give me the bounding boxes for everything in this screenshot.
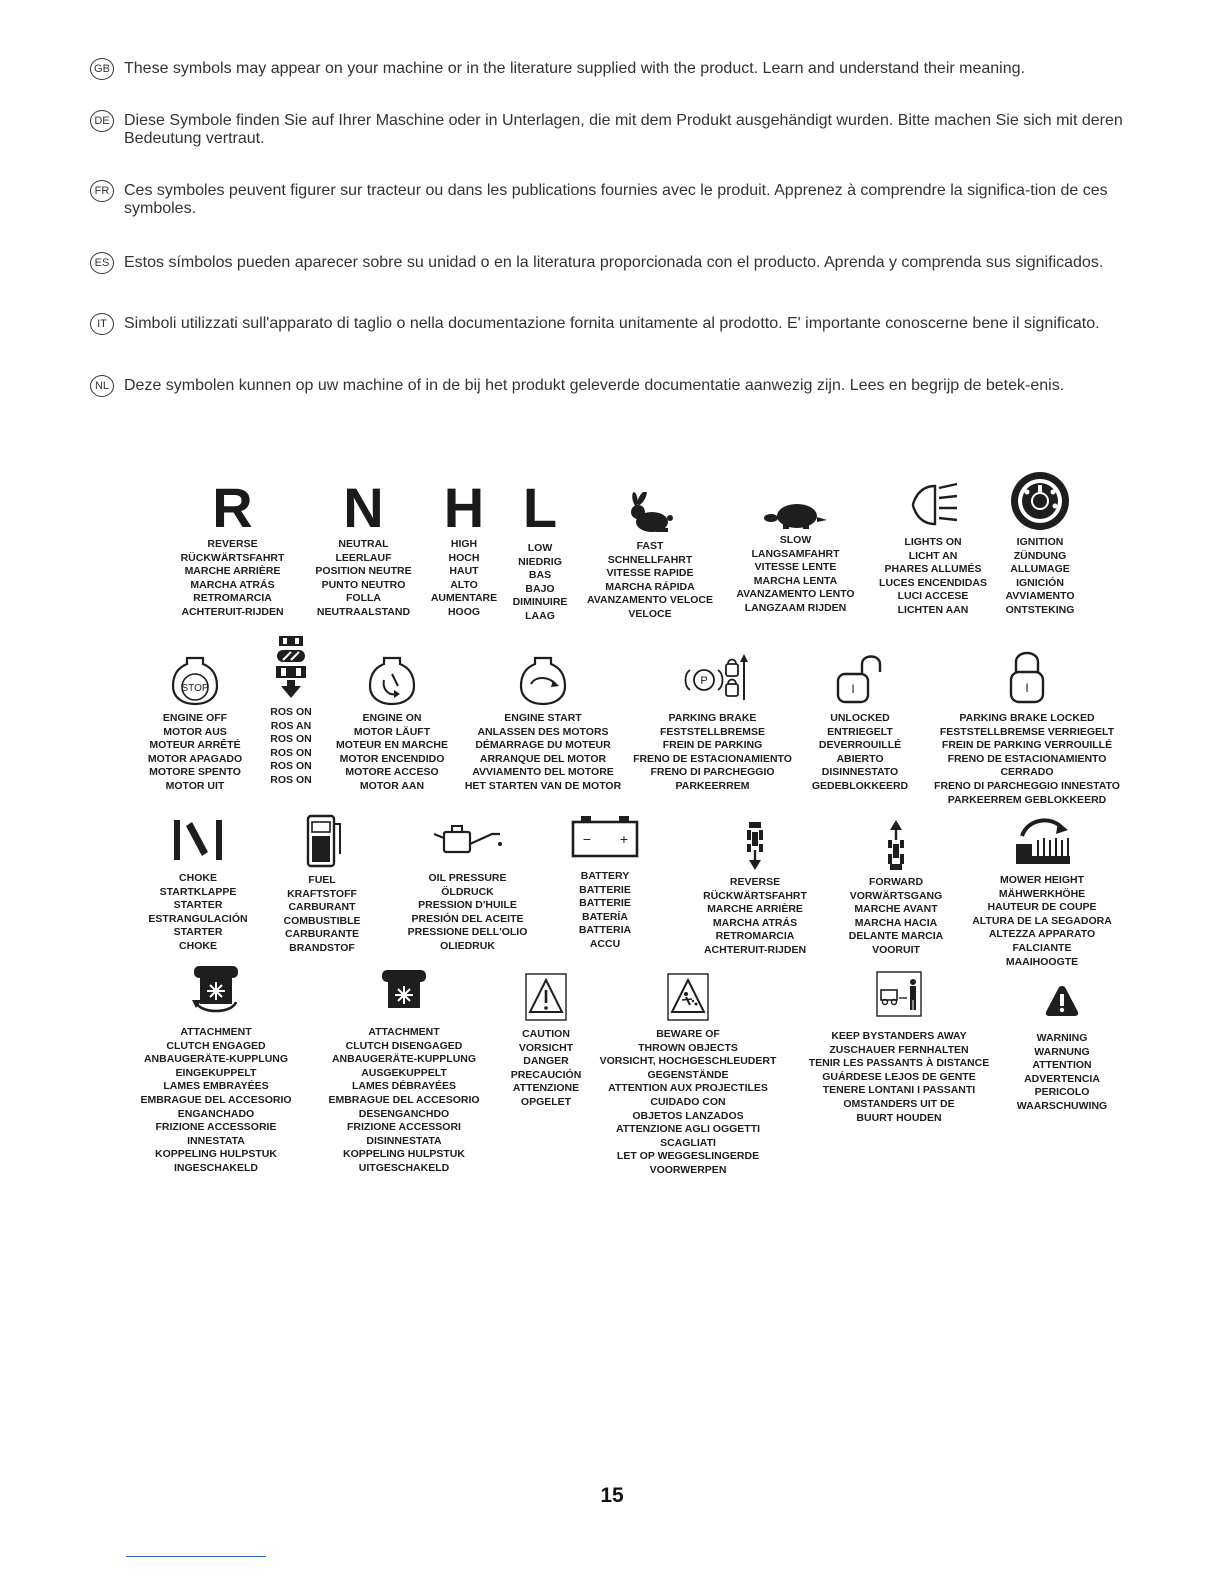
symbol-unlocked xyxy=(800,652,920,794)
symbol-thrown-objects xyxy=(590,972,786,1178)
symbol-label: BAS xyxy=(528,569,552,582)
symbol-engine-on xyxy=(322,654,462,794)
parking-brake-labels xyxy=(630,712,795,794)
symbol-label: OPGELET xyxy=(520,1095,572,1108)
symbol-label: MOTOR AAN xyxy=(359,779,425,792)
reverse-tractor-arrow-icon xyxy=(743,820,767,872)
symbol-label: ROS AN xyxy=(270,719,312,732)
letter-l-icon: L xyxy=(522,476,558,539)
symbol-label: FREIN DE PARKING VERROUILLÉ xyxy=(941,739,1113,752)
symbol-label: ABIERTO xyxy=(836,752,884,765)
symbol-label: BATERÍA xyxy=(582,910,628,923)
symbol-label: MOTOR ENCENDIDO xyxy=(339,752,445,765)
engine-off-icon xyxy=(171,654,219,706)
clutch-engaged-labels xyxy=(126,1026,306,1176)
symbol-label: NIEDRIG xyxy=(518,555,562,568)
symbol-label: DEVERROUILLÉ xyxy=(818,739,902,752)
symbol-clutch-engaged xyxy=(126,964,306,1176)
intro-text-gb: These symbols may appear on your machine or in the literature supplied with the product. Learn and understand their meaning. xyxy=(124,60,1025,77)
battery-minus: − xyxy=(582,831,592,847)
symbol-label: DIMINUIRE xyxy=(512,596,568,609)
thrown-objects-icon xyxy=(666,972,710,1022)
symbol-label: VORSICHT xyxy=(518,1041,574,1054)
fuel-pump-icon xyxy=(300,814,344,868)
engine-on-icon xyxy=(368,654,416,706)
symbol-label: OIL PRESSURE xyxy=(428,872,507,884)
symbol-label: AVVIAMENTO DEL MOTORE xyxy=(472,766,614,779)
symbol-label: ATTENZIONE AGLI OGGETTI xyxy=(615,1123,761,1136)
symbol-label: GUÁRDESE LEJOS DE GENTE xyxy=(822,1070,976,1083)
symbol-label: ACHTERUIT-RIJDEN xyxy=(181,605,284,618)
symbol-label: ENGANCHADO xyxy=(177,1107,255,1120)
engine-on-labels xyxy=(322,712,462,794)
symbol-engine-off xyxy=(130,654,260,794)
symbol-label: FRENO DE ESTACIONAMIENTO xyxy=(947,752,1107,765)
symbol-battery xyxy=(560,814,650,952)
symbol-label: CLUTCH ENGAGED xyxy=(166,1039,266,1052)
symbol-label: ATTENTION xyxy=(1032,1059,1092,1072)
symbol-label: FRIZIONE ACCESSORIE xyxy=(155,1121,277,1134)
symbol-label: MARCHE ARRIÈRE xyxy=(184,565,281,578)
lock-letter: I xyxy=(1025,681,1029,695)
reverse-arrow-labels xyxy=(690,876,820,958)
symbol-label: BATTERY xyxy=(580,870,630,882)
battery-labels xyxy=(560,870,650,952)
symbol-label: CAUTION xyxy=(522,1028,570,1040)
symbol-label: ONTSTEKING xyxy=(1005,603,1075,616)
symbol-forward xyxy=(836,820,956,958)
symbol-label: INNESTATA xyxy=(187,1134,245,1147)
symbol-label: FESTSTELLBREMSE VERRIEGELT xyxy=(939,725,1115,738)
symbol-label: ATTACHMENT xyxy=(180,1026,252,1038)
symbol-label: LANGZAAM RIJDEN xyxy=(744,601,847,614)
intro-text-de: Diese Symbole finden Sie auf Ihrer Maschine oder in Unterlagen, die mit dem Produkt ausgehändigt wurden. Bitte machen Sie sich mit deren Bedeutung vertraut. xyxy=(124,112,1123,147)
symbol-choke xyxy=(136,818,260,954)
intro-text-es: Estos símbolos pueden aparecer sobre su unidad o en la literatura proporcionada con el producto. Aprenda y comprenda sus significados. xyxy=(124,254,1104,271)
symbol-lights-on xyxy=(868,478,998,618)
low-labels xyxy=(500,542,580,624)
symbol-engine-start xyxy=(448,654,638,794)
symbol-label: MOTORE ACCESO xyxy=(345,766,439,779)
symbol-label: BEWARE OF xyxy=(656,1028,720,1040)
ignition-labels xyxy=(990,536,1090,618)
caution-triangle-icon xyxy=(524,972,568,1022)
fuel-labels xyxy=(274,874,370,956)
forward-labels xyxy=(836,876,956,958)
symbol-label: COMBUSTIBLE xyxy=(283,914,361,927)
symbol-label: VOORWERPEN xyxy=(649,1163,727,1176)
symbol-label: MÄHWERKHÖHE xyxy=(998,887,1086,900)
symbol-label: FALCIANTE xyxy=(1012,941,1072,954)
symbol-label: WARNING xyxy=(1036,1032,1088,1044)
symbol-label: HIGH xyxy=(450,538,478,550)
engine-start-icon xyxy=(519,654,567,706)
intro-text-it: Simboli utilizzati sull'apparato di taglio o nella documentazione fornita unitamente al prodotto. E' importante conoscerne bene il significato. xyxy=(124,315,1100,332)
symbol-clutch-disengaged xyxy=(314,968,494,1176)
clutch-disengaged-icon xyxy=(376,968,432,1012)
symbol-label: MOWER HEIGHT xyxy=(1000,874,1084,886)
symbol-label: TENERE LONTANI I PASSANTI xyxy=(822,1084,976,1097)
letter-r-icon: R xyxy=(212,476,253,539)
symbol-label: LET OP WEGGESLINGERDE xyxy=(616,1150,760,1163)
battery-plus: + xyxy=(619,831,629,847)
caution-labels xyxy=(498,1028,594,1110)
symbol-label: EINGEKUPPELT xyxy=(175,1066,257,1079)
symbol-label: ADVERTENCIA xyxy=(1024,1072,1100,1085)
choke-icon xyxy=(168,818,228,862)
symbol-label: HOOG xyxy=(447,605,481,618)
turtle-icon xyxy=(763,500,829,530)
symbol-label: VORWÄRTSGANG xyxy=(849,889,943,902)
symbol-label: MOTORE SPENTO xyxy=(149,766,241,779)
symbol-label: HAUT xyxy=(449,565,479,578)
warning-triangle-icon xyxy=(1044,984,1080,1018)
symbol-ros-on xyxy=(256,634,326,788)
symbol-label: LAMES DÉBRAYÉES xyxy=(351,1080,457,1093)
symbol-slow xyxy=(718,500,873,616)
symbol-label: MARCHE AVANT xyxy=(854,903,938,916)
symbol-label: VELOCE xyxy=(628,607,672,620)
symbol-label: MARCHA ATRÁS xyxy=(190,578,275,591)
symbol-label: BATTERIE xyxy=(579,897,631,910)
symbol-label: LICHT AN xyxy=(908,549,958,562)
symbol-label: AVVIAMENTO xyxy=(1005,590,1075,603)
symbol-label: REVERSE xyxy=(729,876,781,888)
unlocked-labels xyxy=(800,712,920,794)
lights-labels xyxy=(868,536,998,618)
symbol-label: PRESSION D'HUILE xyxy=(418,899,517,912)
symbol-label: PRESSIONE DELL'OLIO xyxy=(407,926,528,939)
ros-on-icon xyxy=(273,634,309,704)
oil-can-icon xyxy=(432,822,504,858)
symbol-label: FRENO DE ESTACIONAMIENTO xyxy=(633,752,792,765)
symbol-label: CUIDADO CON xyxy=(650,1095,726,1108)
symbol-label: MOTOR AUS xyxy=(163,725,227,738)
symbol-label: ENGINE ON xyxy=(362,712,422,724)
symbol-label: LAMES EMBRAYÉES xyxy=(163,1080,269,1093)
symbol-label: ROS ON xyxy=(270,733,312,746)
symbol-label: STARTKLAPPE xyxy=(159,885,237,898)
parking-brake-icon xyxy=(678,652,748,706)
symbol-label: ALTEZZA APPARATO xyxy=(988,928,1096,941)
lang-badge-gb: GB xyxy=(90,58,114,80)
oil-pressure-labels xyxy=(390,872,545,954)
symbol-label: AVANZAMENTO LENTO xyxy=(736,588,855,601)
symbol-label: BRANDSTOF xyxy=(289,941,355,954)
symbol-label: BUURT HOUDEN xyxy=(856,1111,942,1124)
symbol-label: STARTER xyxy=(173,926,223,939)
warning-labels xyxy=(1002,1032,1122,1114)
fast-labels xyxy=(570,540,730,622)
symbol-label: KOPPELING HULPSTUK xyxy=(343,1148,465,1161)
symbol-caution xyxy=(498,972,594,1110)
symbol-label: MARCHA HACIA xyxy=(854,916,938,929)
symbol-label: EMBRAGUE DEL ACCESORIO xyxy=(140,1093,292,1106)
symbol-label: MARCHA RÁPIDA xyxy=(605,580,695,593)
symbol-label: RÜCKWÄRTSFAHRT xyxy=(703,889,807,902)
symbol-label: BAJO xyxy=(525,582,555,595)
symbol-label: INGESCHAKELD xyxy=(173,1161,258,1174)
symbol-label: PARKEERREM GEBLOKKEERD xyxy=(947,793,1107,806)
engine-off-labels xyxy=(130,712,260,794)
symbol-label: ATTACHMENT xyxy=(368,1026,440,1038)
symbol-label: ARRANQUE DEL MOTOR xyxy=(479,752,607,765)
symbol-label: ACHTERUIT-RIJDEN xyxy=(703,943,807,956)
symbol-label: ROS ON xyxy=(270,706,312,718)
symbol-label: MOTEUR ARRÊTÉ xyxy=(149,739,241,752)
symbol-label: SCHNELLFAHRT xyxy=(607,553,693,566)
symbol-fuel xyxy=(274,814,370,956)
symbol-reverse-arrow xyxy=(690,820,820,958)
symbol-label: ZÜNDUNG xyxy=(1013,549,1067,562)
symbol-label: PUNTO NEUTRO xyxy=(321,578,406,591)
bystanders-labels xyxy=(794,1030,1004,1125)
ros-on-labels xyxy=(256,706,326,788)
symbol-label: ENGINE OFF xyxy=(162,712,228,724)
symbol-label: WAARSCHUWING xyxy=(1016,1099,1108,1112)
symbol-label: KRAFTSTOFF xyxy=(287,887,357,900)
symbol-low xyxy=(500,478,580,624)
park-letter: P xyxy=(699,675,708,687)
letter-h-icon: H xyxy=(443,476,485,539)
headlight-icon xyxy=(903,478,963,532)
engine-start-labels xyxy=(448,712,638,794)
clutch-disengaged-labels xyxy=(314,1026,494,1176)
symbol-neutral xyxy=(306,478,421,620)
symbol-label: THROWN OBJECTS xyxy=(638,1041,738,1054)
symbol-label: LICHTEN AAN xyxy=(897,603,969,616)
symbol-parking-brake-locked xyxy=(918,648,1136,807)
symbol-label: ROS ON xyxy=(270,746,312,759)
symbol-label: ACCU xyxy=(589,937,621,950)
symbol-label: PERICOLO xyxy=(1034,1086,1090,1099)
symbol-label: ALTO xyxy=(450,578,478,591)
symbol-label: ANLASSEN DES MOTORS xyxy=(477,725,609,738)
clutch-engaged-icon xyxy=(188,964,244,1016)
symbol-label: UNLOCKED xyxy=(830,712,890,724)
lang-badge-nl: NL xyxy=(90,375,114,397)
symbol-label: MOTEUR EN MARCHE xyxy=(336,739,448,752)
lang-badge-es: ES xyxy=(90,252,114,274)
symbol-mower-height xyxy=(960,814,1124,969)
symbol-label: AUMENTARE xyxy=(430,592,498,605)
symbol-label: EMBRAGUE DEL ACCESORIO xyxy=(328,1093,480,1106)
unlocked-padlock-icon xyxy=(832,652,888,706)
symbol-label: CLUTCH DISENGAGED xyxy=(345,1039,463,1052)
symbol-label: MAAIHOOGTE xyxy=(1005,955,1079,968)
slow-labels xyxy=(718,534,873,616)
symbol-label: ROS ON xyxy=(270,773,312,786)
thrown-objects-labels xyxy=(590,1028,786,1178)
mower-height-labels xyxy=(960,874,1124,969)
symbol-warning xyxy=(1002,984,1122,1114)
choke-labels xyxy=(136,872,260,954)
symbol-label: KOPPELING HULPSTUK xyxy=(155,1148,277,1161)
symbol-high xyxy=(424,478,504,620)
symbol-label: CHOKE xyxy=(179,872,217,884)
symbol-label: RETROMARCIA xyxy=(715,930,795,943)
symbol-label: HOCH xyxy=(448,551,480,564)
symbol-label: CARBURANT xyxy=(288,901,356,914)
symbol-label: ATTENTION AUX PROJECTILES xyxy=(608,1082,768,1095)
symbol-label: CERRADO xyxy=(1000,766,1054,779)
symbol-label: DELANTE MARCIA xyxy=(848,930,944,943)
rabbit-icon xyxy=(622,492,678,536)
parking-brake-locked-labels xyxy=(918,712,1136,807)
symbol-label: DÉMARRAGE DU MOTEUR xyxy=(475,739,611,752)
symbol-label: LANGSAMFAHRT xyxy=(751,547,840,560)
symbol-label: REVERSE xyxy=(207,538,258,550)
symbol-label: MOTOR LÄUFT xyxy=(353,725,431,738)
symbol-label: DISINNESTATA xyxy=(366,1134,442,1147)
symbol-label: AUSGEKUPPELT xyxy=(361,1066,447,1079)
symbol-label: RÜCKWÄRTSFAHRT xyxy=(180,551,285,564)
symbol-label: GEDEBLOKKEERD xyxy=(811,779,909,792)
symbol-label: VORSICHT, HOCHGESCHLEUDERT xyxy=(599,1055,777,1068)
symbol-label: OMSTANDERS UIT DE xyxy=(843,1097,955,1110)
intro-text-fr: Ces symboles peuvent figurer sur tracteur ou dans les publications fournies avec le produit. Apprenez à comprendre la significa-tion de ces symboles. xyxy=(124,182,1108,217)
symbol-label: OLIEDRUK xyxy=(440,939,495,952)
symbol-label: BATTERIE xyxy=(579,883,631,896)
symbol-label: ZUSCHAUER FERNHALTEN xyxy=(829,1043,969,1056)
symbol-ignition xyxy=(990,470,1090,618)
symbol-label: VITESSE LENTE xyxy=(754,561,837,574)
symbol-label: FRENO DI PARCHEGGIO xyxy=(650,766,775,779)
lang-badge-fr: FR xyxy=(90,180,114,202)
symbol-label: ALLUMAGE xyxy=(1010,563,1070,576)
symbol-label: NEUTRAALSTAND xyxy=(316,605,411,618)
lang-badge-it: IT xyxy=(90,313,114,335)
symbol-label: DISINNESTATO xyxy=(821,766,899,779)
lang-badge-de: DE xyxy=(90,110,114,132)
symbol-label: POSITION NEUTRE xyxy=(315,565,412,578)
symbol-label: MARCHA ATRÁS xyxy=(712,916,798,929)
reverse-labels xyxy=(170,538,295,620)
symbol-label: VITESSE RAPIDE xyxy=(606,567,694,580)
symbol-label: FRENO DI PARCHEGGIO INNESTATO xyxy=(934,779,1120,792)
symbol-label: FREIN DE PARKING xyxy=(662,739,763,752)
symbol-label: MARCHE ARRIÈRE xyxy=(707,903,803,916)
footer-line xyxy=(126,1556,266,1557)
symbol-label: HET STARTEN VAN DE MOTOR xyxy=(464,779,622,792)
symbol-label: PRESIÓN DEL ACEITE xyxy=(411,912,524,925)
symbol-label: STARTER xyxy=(173,899,223,912)
symbol-label: ROS ON xyxy=(270,760,312,773)
symbol-label: AVANZAMENTO VELOCE xyxy=(586,594,713,607)
symbol-label: PRECAUCIÓN xyxy=(510,1068,582,1081)
intro-text-nl: Deze symbolen kunnen op uw machine of in de bij het produkt geleverde documentatie aanwezig zijn. Lees en begrijp de betek-enis. xyxy=(124,377,1065,394)
symbol-label: NEUTRAL xyxy=(338,538,389,550)
symbol-label: ALTURA DE LA SEGADORA xyxy=(972,914,1112,927)
symbol-label: FRIZIONE ACCESSORI xyxy=(347,1121,461,1134)
symbol-label: LAAG xyxy=(525,609,555,622)
symbol-label: WARNUNG xyxy=(1034,1045,1090,1058)
symbol-label: FORWARD xyxy=(868,876,924,888)
symbol-reverse xyxy=(170,478,295,620)
symbol-label: SLOW xyxy=(779,534,812,546)
symbol-label: IGNITION xyxy=(1016,536,1064,548)
symbol-label: MOTOR APAGADO xyxy=(147,752,243,765)
symbol-label: TENIR LES PASSANTS À DISTANCE xyxy=(808,1057,990,1070)
symbol-label: IGNICIÓN xyxy=(1016,576,1064,589)
battery-icon xyxy=(569,814,641,860)
symbol-label: PHARES ALLUMÉS xyxy=(884,563,982,576)
symbol-label: ANBAUGERÄTE-KUPPLUNG xyxy=(143,1053,289,1066)
symbol-label: LOW xyxy=(527,542,553,554)
symbol-label: MOTOR UIT xyxy=(165,779,225,792)
symbol-oil-pressure xyxy=(390,822,545,954)
symbol-label: CARBURANTE xyxy=(284,928,360,941)
forward-tractor-arrow-icon xyxy=(884,820,908,872)
symbol-label: PARKING BRAKE xyxy=(668,712,757,724)
symbol-label: LIGHTS ON xyxy=(904,536,962,548)
symbol-label: ATTENZIONE xyxy=(512,1082,580,1095)
symbol-label: OBJETOS LANZADOS xyxy=(632,1109,744,1122)
symbol-label: GEGENSTÄNDE xyxy=(647,1068,729,1081)
locked-padlock-icon xyxy=(1007,648,1047,706)
symbol-label: LUCES ENCENDIDAS xyxy=(879,576,987,589)
symbol-label: VOORUIT xyxy=(872,943,920,956)
symbol-label: FUEL xyxy=(308,874,336,886)
symbol-fast xyxy=(570,492,730,622)
symbol-bystanders xyxy=(794,970,1004,1125)
symbol-label: FAST xyxy=(636,540,664,552)
symbol-label: MARCHA LENTA xyxy=(753,574,838,587)
symbol-label: FESTSTELLBREMSE xyxy=(659,725,765,738)
symbol-label: ÖLDRUCK xyxy=(441,885,494,898)
symbol-label: LEERLAUF xyxy=(335,551,392,564)
symbol-label: SCAGLIATI xyxy=(660,1136,716,1149)
symbol-label: BATTERIA xyxy=(578,924,632,937)
letter-n-icon: N xyxy=(343,476,384,539)
symbol-label: PARKEERREM xyxy=(675,779,750,792)
ignition-key-icon xyxy=(1009,470,1071,532)
stop-text: STOP xyxy=(181,683,209,694)
bystanders-icon xyxy=(875,970,923,1018)
symbol-label: LUCI ACCESE xyxy=(897,590,969,603)
page-number: 15 xyxy=(600,1484,624,1507)
symbol-parking-brake xyxy=(630,652,795,794)
symbol-label: UITGESCHAKELD xyxy=(358,1161,450,1174)
symbol-label: RETROMARCIA xyxy=(193,592,272,605)
symbol-label: FOLLA xyxy=(346,592,381,605)
symbol-label: PARKING BRAKE LOCKED xyxy=(959,712,1095,724)
mower-height-icon xyxy=(1012,814,1072,868)
symbol-label: CHOKE xyxy=(179,939,217,952)
unlock-letter: I xyxy=(851,682,855,696)
neutral-labels xyxy=(306,538,421,620)
symbol-label: ENTRIEGELT xyxy=(827,725,893,738)
symbol-label: ESTRANGULACIÓN xyxy=(148,912,248,925)
symbol-label: DESENGANCHDO xyxy=(358,1107,450,1120)
high-labels xyxy=(424,538,504,620)
symbol-label: ANBAUGERÄTE-KUPPLUNG xyxy=(331,1053,477,1066)
symbol-label: KEEP BYSTANDERS AWAY xyxy=(831,1030,967,1042)
symbol-label: ENGINE START xyxy=(504,712,582,724)
symbol-label: DANGER xyxy=(523,1055,569,1068)
symbol-label: HAUTEUR DE COUPE xyxy=(987,901,1097,914)
